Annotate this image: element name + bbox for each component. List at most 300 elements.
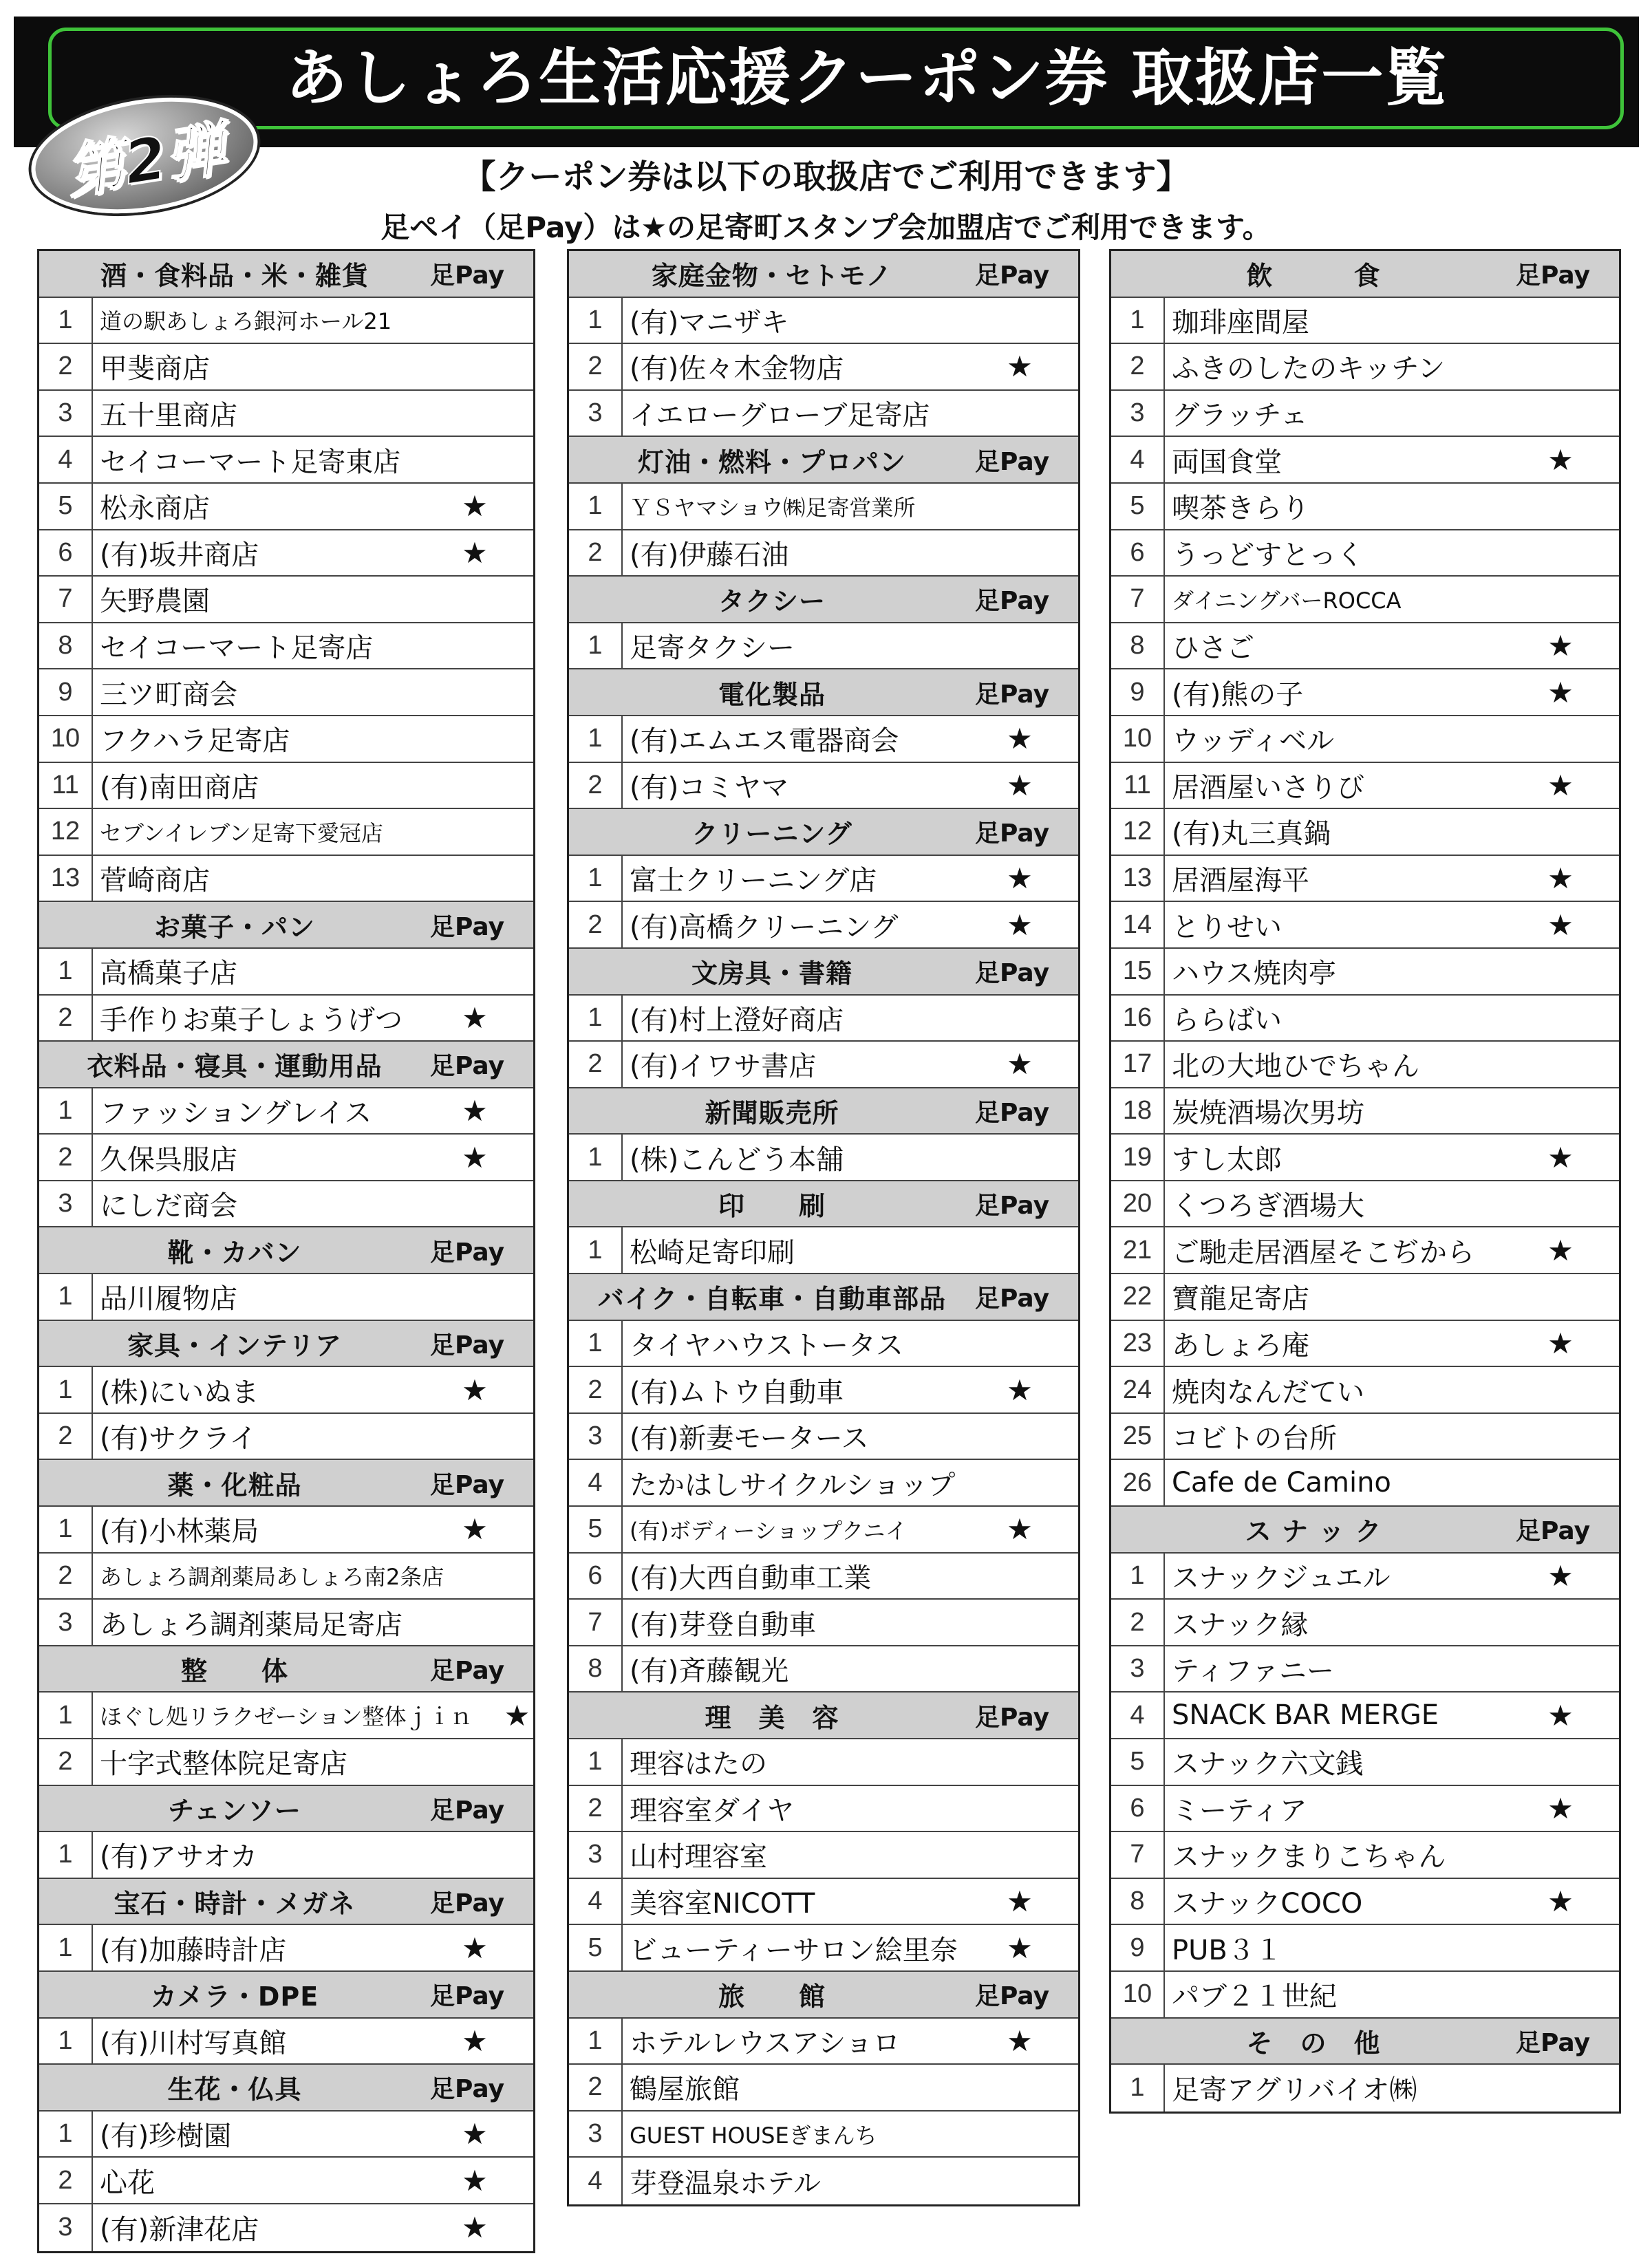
shop-name: (有)伊藤石油 bbox=[630, 539, 789, 571]
shop-name: 五十里商店 bbox=[100, 400, 237, 432]
shop-number: 1 bbox=[39, 1693, 93, 1738]
shop-name: セイコーマート足寄店 bbox=[100, 632, 374, 665]
shop-row bbox=[39, 949, 533, 996]
shop-row bbox=[1111, 1739, 1619, 1786]
pay-column-label: 足Pay bbox=[430, 1889, 505, 1918]
shop-row bbox=[569, 1227, 1078, 1274]
shop-row bbox=[1111, 716, 1619, 763]
category-name: 整 体 bbox=[180, 1656, 288, 1687]
shop-row bbox=[1111, 1925, 1619, 1972]
shop-row bbox=[1111, 902, 1619, 949]
shop-row bbox=[569, 1832, 1078, 1879]
shop-row bbox=[39, 1507, 533, 1554]
shop-number: 6 bbox=[569, 1554, 623, 1599]
shop-name: フクハラ足寄店 bbox=[100, 725, 290, 758]
star-icon: ★ bbox=[462, 1140, 488, 1174]
shop-row bbox=[39, 2112, 533, 2158]
shop-row bbox=[1111, 1414, 1619, 1461]
shop-number: 1 bbox=[569, 1135, 623, 1180]
shop-number: 1 bbox=[39, 2019, 93, 2064]
star-icon: ★ bbox=[462, 2163, 488, 2198]
star-icon: ★ bbox=[462, 1373, 488, 1407]
shop-name: ららばい bbox=[1172, 1004, 1282, 1036]
shop-number: 1 bbox=[39, 949, 93, 994]
shop-number: 3 bbox=[39, 2204, 93, 2251]
shop-row bbox=[39, 809, 533, 856]
shop-name: ファッショングレイス bbox=[100, 1097, 372, 1129]
shop-number: 9 bbox=[39, 669, 93, 715]
shop-number: 2 bbox=[39, 1739, 93, 1785]
star-icon: ★ bbox=[462, 489, 488, 524]
star-icon: ★ bbox=[462, 1512, 488, 1547]
shop-name: ウッディベル bbox=[1172, 725, 1334, 758]
shop-row bbox=[569, 530, 1078, 577]
shop-number: 5 bbox=[569, 1925, 623, 1970]
shop-name: くつろぎ酒場大 bbox=[1172, 1190, 1364, 1223]
star-icon: ★ bbox=[504, 1698, 530, 1732]
shop-name: ＹＳヤマショウ㈱足寄営業所 bbox=[630, 494, 916, 521]
shop-number: 3 bbox=[569, 1414, 623, 1459]
shop-row bbox=[569, 1925, 1078, 1972]
star-icon: ★ bbox=[1547, 1884, 1574, 1919]
shop-number: 5 bbox=[39, 484, 93, 529]
shop-name: セブンイレブン足寄下愛冠店 bbox=[100, 819, 383, 846]
category-header bbox=[569, 577, 1078, 623]
shop-row bbox=[569, 2019, 1078, 2065]
shop-row bbox=[569, 902, 1078, 949]
shop-name: (有)コミヤマ bbox=[630, 771, 789, 804]
shop-name: (有)エムエス電器商会 bbox=[630, 725, 899, 758]
shop-row bbox=[569, 1507, 1078, 1554]
shop-name: 手作りお菓子しょうげつ bbox=[100, 1004, 403, 1036]
shop-name: (有)丸三真鍋 bbox=[1172, 818, 1331, 850]
shop-name: すし太郎 bbox=[1172, 1143, 1282, 1176]
shop-name: 十字式整体院足寄店 bbox=[100, 1748, 347, 1781]
shop-number: 4 bbox=[39, 437, 93, 482]
star-icon: ★ bbox=[462, 1000, 488, 1035]
shop-row bbox=[39, 763, 533, 810]
star-icon: ★ bbox=[1547, 629, 1574, 663]
shop-row bbox=[39, 2204, 533, 2251]
shop-row bbox=[39, 856, 533, 903]
shop-name: (有)ボディーショップクニイ bbox=[630, 1517, 908, 1544]
category-header bbox=[569, 669, 1078, 716]
shop-name: 高橋菓子店 bbox=[100, 958, 237, 990]
shop-row bbox=[569, 716, 1078, 763]
shop-number: 2 bbox=[569, 344, 623, 389]
category-name: 酒・食料品・米・雑貨 bbox=[100, 261, 369, 292]
shop-row bbox=[1111, 809, 1619, 856]
shop-row bbox=[39, 996, 533, 1042]
shop-name: 足寄アグリバイオ㈱ bbox=[1172, 2074, 1417, 2107]
category-header bbox=[1111, 251, 1619, 298]
shop-name: ハウス焼肉亭 bbox=[1172, 958, 1336, 990]
shop-name: (株)こんどう本舗 bbox=[630, 1143, 844, 1176]
shop-row bbox=[1111, 763, 1619, 810]
shop-row bbox=[1111, 949, 1619, 996]
shop-list-column-1 bbox=[37, 249, 535, 2253]
shop-name: (有)イワサ書店 bbox=[630, 1051, 817, 1083]
shop-row bbox=[1111, 577, 1619, 623]
category-header bbox=[1111, 1507, 1619, 1554]
star-icon: ★ bbox=[462, 1093, 488, 1128]
pay-column-label: 足Pay bbox=[430, 2075, 505, 2104]
shop-row bbox=[569, 2158, 1078, 2204]
shop-number: 1 bbox=[39, 1832, 93, 1878]
shop-row bbox=[1111, 1367, 1619, 1414]
pay-column-label: 足Pay bbox=[975, 959, 1050, 988]
shop-name: (有)斉藤観光 bbox=[630, 1655, 789, 1688]
shop-name: SNACK BAR MERGE bbox=[1172, 1699, 1439, 1732]
category-header bbox=[39, 1972, 533, 2019]
shop-name: あしょろ調剤薬局あしょろ南2条店 bbox=[100, 1564, 444, 1591]
shop-name: タイヤハウストータス bbox=[630, 1329, 903, 1362]
shop-name: 美容室NICOTT bbox=[630, 1888, 815, 1920]
star-icon: ★ bbox=[1547, 1558, 1574, 1593]
pay-column-label: 足Pay bbox=[975, 1192, 1050, 1221]
shop-row bbox=[569, 391, 1078, 438]
shop-name: (有)小林薬局 bbox=[100, 1516, 259, 1548]
shop-name: ダイニングバーROCCA bbox=[1172, 587, 1402, 614]
shop-row bbox=[569, 1554, 1078, 1600]
star-icon: ★ bbox=[1007, 907, 1033, 942]
shop-number: 26 bbox=[1111, 1460, 1165, 1505]
shop-name: にしだ商会 bbox=[100, 1190, 237, 1223]
shop-name: ひさご bbox=[1172, 632, 1254, 665]
star-icon: ★ bbox=[1547, 1791, 1574, 1825]
shop-row bbox=[39, 1274, 533, 1321]
shop-number: 1 bbox=[39, 1274, 93, 1320]
pay-column-label: 足Pay bbox=[975, 1982, 1050, 2011]
shop-number: 13 bbox=[39, 856, 93, 901]
category-header bbox=[569, 251, 1078, 298]
shop-number: 3 bbox=[39, 1600, 93, 1645]
star-icon: ★ bbox=[1547, 907, 1574, 942]
shop-row bbox=[569, 1879, 1078, 1926]
shop-row bbox=[39, 2158, 533, 2204]
pay-column-label: 足Pay bbox=[975, 1098, 1050, 1127]
shop-name: 矢野農園 bbox=[100, 585, 210, 618]
shop-name: 理容室ダイヤ bbox=[630, 1794, 795, 1827]
shop-number: 3 bbox=[569, 391, 623, 436]
pay-column-label: 足Pay bbox=[430, 1331, 505, 1360]
shop-row bbox=[39, 391, 533, 438]
shop-number: 10 bbox=[1111, 1972, 1165, 2017]
category-name: 電化製品 bbox=[718, 679, 826, 710]
shop-number: 3 bbox=[1111, 391, 1165, 436]
category-name: 飲 食 bbox=[1246, 261, 1381, 292]
shop-name: 北の大地ひでちゃん bbox=[1172, 1051, 1419, 1083]
shop-row bbox=[39, 1600, 533, 1646]
category-name: 薬・化粧品 bbox=[167, 1470, 302, 1501]
pay-column-label: 足Pay bbox=[975, 1285, 1050, 1313]
shop-row bbox=[569, 1786, 1078, 1833]
shop-number: 1 bbox=[569, 716, 623, 762]
shop-row bbox=[1111, 1088, 1619, 1135]
shop-number: 8 bbox=[1111, 623, 1165, 669]
shop-name: ホテルレウスアショロ bbox=[630, 2027, 901, 2059]
shop-row bbox=[1111, 298, 1619, 345]
shop-name: (有)新妻モータース bbox=[630, 1423, 869, 1455]
shop-number: 2 bbox=[569, 2065, 623, 2110]
shop-number: 24 bbox=[1111, 1367, 1165, 1412]
shop-number: 2 bbox=[569, 763, 623, 808]
shop-name: 両国食堂 bbox=[1172, 446, 1282, 478]
shop-row bbox=[1111, 1042, 1619, 1088]
shop-number: 3 bbox=[569, 2112, 623, 2157]
star-icon: ★ bbox=[462, 2117, 488, 2151]
shop-number: 1 bbox=[569, 1227, 623, 1273]
shop-number: 23 bbox=[1111, 1321, 1165, 1366]
shop-name: PUB３１ bbox=[1172, 1934, 1283, 1966]
category-header bbox=[39, 1646, 533, 1693]
shop-number: 8 bbox=[39, 623, 93, 669]
shop-name: 炭焼酒場次男坊 bbox=[1172, 1097, 1364, 1129]
shop-row bbox=[1111, 344, 1619, 391]
shop-row bbox=[569, 996, 1078, 1042]
shop-name: たかはしサイクルショップ bbox=[630, 1469, 956, 1501]
shop-row bbox=[39, 1181, 533, 1228]
shop-name: (有)ムトウ自動車 bbox=[630, 1376, 844, 1408]
shop-number: 1 bbox=[1111, 2065, 1165, 2112]
shop-number: 1 bbox=[39, 2112, 93, 2157]
shop-number: 7 bbox=[1111, 577, 1165, 622]
category-name: そ の 他 bbox=[1246, 2028, 1381, 2059]
shop-number: 4 bbox=[569, 1460, 623, 1505]
shop-number: 1 bbox=[39, 1088, 93, 1134]
category-name: お菓子・パン bbox=[153, 912, 315, 943]
shop-row bbox=[569, 1739, 1078, 1786]
shop-name: (有)村上澄好商店 bbox=[630, 1004, 844, 1036]
shop-name: 品川履物店 bbox=[100, 1283, 237, 1315]
pay-column-label: 足Pay bbox=[975, 819, 1050, 848]
shop-list-column-3 bbox=[1109, 249, 1621, 2114]
shop-name: スナック六文銭 bbox=[1172, 1748, 1364, 1781]
shop-row bbox=[569, 1460, 1078, 1507]
shop-row bbox=[39, 344, 533, 391]
shop-number: 15 bbox=[1111, 949, 1165, 994]
shop-row bbox=[1111, 856, 1619, 903]
shop-name: 松崎足寄印刷 bbox=[630, 1236, 795, 1269]
star-icon: ★ bbox=[1547, 675, 1574, 709]
shop-number: 5 bbox=[1111, 1739, 1165, 1785]
category-name: 家庭金物・セトモノ bbox=[651, 261, 893, 292]
shop-number: 25 bbox=[1111, 1414, 1165, 1459]
shop-number: 1 bbox=[569, 856, 623, 901]
shop-number: 2 bbox=[569, 1786, 623, 1831]
shop-row bbox=[1111, 1181, 1619, 1228]
category-name: 文房具・書籍 bbox=[691, 958, 852, 989]
shop-row bbox=[39, 577, 533, 623]
shop-number: 4 bbox=[569, 2158, 623, 2204]
star-icon: ★ bbox=[462, 2211, 488, 2245]
shop-number: 2 bbox=[39, 1554, 93, 1599]
shop-number: 4 bbox=[1111, 437, 1165, 482]
shop-name: (有)芽登自動車 bbox=[630, 1609, 817, 1641]
shop-number: 8 bbox=[1111, 1879, 1165, 1924]
star-icon: ★ bbox=[1547, 768, 1574, 802]
category-header bbox=[569, 949, 1078, 996]
page-title: あしょろ生活応援クーポン券 取扱店一覧 bbox=[286, 42, 1448, 114]
shop-number: 2 bbox=[39, 1135, 93, 1180]
category-name: チェンソー bbox=[168, 1795, 301, 1826]
shop-name: コビトの台所 bbox=[1172, 1423, 1337, 1455]
shop-name: セイコーマート足寄東店 bbox=[100, 446, 401, 478]
shop-number: 18 bbox=[1111, 1088, 1165, 1134]
star-icon: ★ bbox=[462, 2023, 488, 2058]
star-icon: ★ bbox=[1007, 2023, 1033, 2058]
shop-number: 7 bbox=[569, 1600, 623, 1645]
shop-row bbox=[1111, 1646, 1619, 1693]
shop-number: 13 bbox=[1111, 856, 1165, 901]
shop-number: 6 bbox=[1111, 1786, 1165, 1831]
shop-row bbox=[1111, 1832, 1619, 1879]
shop-number: 4 bbox=[1111, 1693, 1165, 1738]
shop-name: 理容はたの bbox=[630, 1748, 767, 1781]
pay-note: 足ペイ（足Pay）は★の足寄町スタンプ会加盟店でご利用できます。 bbox=[380, 211, 1272, 244]
category-name: タクシー bbox=[718, 586, 826, 617]
shop-row bbox=[1111, 530, 1619, 577]
pay-column-label: 足Pay bbox=[1516, 1517, 1591, 1546]
pay-column-label: 足Pay bbox=[430, 1982, 505, 2011]
shop-name: 居酒屋いさりび bbox=[1172, 771, 1364, 804]
shop-number: 12 bbox=[39, 809, 93, 855]
pay-column-label: 足Pay bbox=[430, 1052, 505, 1081]
shop-name: 心花 bbox=[100, 2167, 155, 2199]
shop-name: あしょろ調剤薬局足寄店 bbox=[100, 1609, 403, 1641]
pay-column-label: 足Pay bbox=[430, 261, 505, 290]
shop-row bbox=[1111, 391, 1619, 438]
shop-row bbox=[1111, 623, 1619, 670]
star-icon: ★ bbox=[1007, 1047, 1033, 1082]
shop-name: (株)にいぬま bbox=[100, 1376, 259, 1408]
shop-name: とりせい bbox=[1172, 911, 1282, 943]
shop-row bbox=[1111, 1972, 1619, 2019]
star-icon: ★ bbox=[462, 1931, 488, 1965]
star-icon: ★ bbox=[1007, 861, 1033, 896]
shop-name: スナックジュエル bbox=[1172, 1562, 1391, 1594]
shop-number: 2 bbox=[1111, 1600, 1165, 1645]
shop-row bbox=[1111, 1135, 1619, 1181]
shop-row bbox=[39, 1088, 533, 1135]
category-name: 旅 館 bbox=[718, 1981, 826, 2012]
shop-name: (有)大西自動車工業 bbox=[630, 1562, 872, 1594]
shop-name: (有)新津花店 bbox=[100, 2214, 259, 2246]
shop-number: 22 bbox=[1111, 1274, 1165, 1320]
shop-row bbox=[569, 1042, 1078, 1088]
shop-name: (有)佐々木金物店 bbox=[630, 353, 844, 385]
shop-number: 2 bbox=[39, 2158, 93, 2203]
pay-column-label: 足Pay bbox=[1516, 261, 1591, 290]
shop-row bbox=[1111, 2065, 1619, 2112]
shop-row bbox=[1111, 1460, 1619, 1507]
shop-name: スナックCOCO bbox=[1172, 1888, 1363, 1920]
shop-row bbox=[39, 1414, 533, 1461]
shop-row bbox=[1111, 996, 1619, 1042]
shop-row bbox=[569, 1600, 1078, 1646]
shop-name: グラッチェ bbox=[1172, 400, 1308, 432]
category-header bbox=[569, 1181, 1078, 1228]
shop-name: (有)南田商店 bbox=[100, 771, 259, 804]
category-name: ス ナ ッ ク bbox=[1245, 1516, 1382, 1547]
star-icon: ★ bbox=[1547, 1140, 1574, 1174]
shop-name: (有)熊の子 bbox=[1172, 678, 1304, 711]
star-icon: ★ bbox=[1007, 768, 1033, 802]
category-name: 新聞販売所 bbox=[705, 1097, 839, 1128]
shop-number: 21 bbox=[1111, 1227, 1165, 1273]
shop-row bbox=[1111, 484, 1619, 530]
pay-column-label: 足Pay bbox=[1516, 2028, 1591, 2057]
shop-name: ミーティア bbox=[1172, 1794, 1307, 1827]
category-name: 理 美 容 bbox=[705, 1702, 839, 1733]
shop-row bbox=[569, 1135, 1078, 1181]
shop-number: 12 bbox=[1111, 809, 1165, 855]
shop-name: GUEST HOUSEぎまんち bbox=[630, 2122, 877, 2149]
shop-number: 11 bbox=[39, 763, 93, 808]
pay-column-label: 足Pay bbox=[975, 680, 1050, 709]
shop-number: 1 bbox=[569, 2019, 623, 2064]
shop-row bbox=[39, 484, 533, 530]
pay-column-label: 足Pay bbox=[430, 1238, 505, 1267]
shop-row bbox=[569, 344, 1078, 391]
category-name: 灯油・燃料・プロパン bbox=[637, 447, 906, 477]
pay-column-label: 足Pay bbox=[975, 261, 1050, 290]
shop-number: 20 bbox=[1111, 1181, 1165, 1227]
shop-number: 6 bbox=[39, 530, 93, 576]
shop-number: 1 bbox=[569, 298, 623, 343]
shop-number: 1 bbox=[569, 484, 623, 529]
shop-number: 1 bbox=[39, 1925, 93, 1970]
shop-name: ご馳走居酒屋そこぢから bbox=[1172, 1236, 1474, 1269]
shop-row bbox=[39, 530, 533, 577]
shop-row bbox=[39, 298, 533, 345]
shop-name: (有)川村写真館 bbox=[100, 2027, 287, 2059]
star-icon: ★ bbox=[1007, 1373, 1033, 1407]
shop-name: (有)坂井商店 bbox=[100, 539, 259, 571]
shop-row bbox=[1111, 1554, 1619, 1600]
category-name: 印 刷 bbox=[718, 1191, 826, 1222]
shop-row bbox=[39, 2019, 533, 2065]
shop-name: ほぐし処リラクゼーション整体ｊｉｎ bbox=[100, 1704, 473, 1730]
pay-column-label: 足Pay bbox=[430, 1796, 505, 1825]
shop-number: 1 bbox=[1111, 1554, 1165, 1599]
category-name: クリーニング bbox=[691, 819, 852, 850]
category-header bbox=[39, 1321, 533, 1368]
pay-column-label: 足Pay bbox=[430, 1470, 505, 1499]
shop-number: 10 bbox=[1111, 716, 1165, 762]
shop-row bbox=[39, 1367, 533, 1414]
shop-row bbox=[39, 437, 533, 484]
shop-row bbox=[1111, 1321, 1619, 1368]
category-header bbox=[569, 437, 1078, 484]
shop-row bbox=[569, 484, 1078, 530]
star-icon: ★ bbox=[1547, 442, 1574, 477]
shop-row bbox=[569, 2065, 1078, 2112]
shop-number: 1 bbox=[39, 298, 93, 343]
shop-number: 2 bbox=[569, 1367, 623, 1412]
shop-number: 9 bbox=[1111, 1925, 1165, 1970]
shop-number: 7 bbox=[1111, 1832, 1165, 1878]
shop-number: 19 bbox=[1111, 1135, 1165, 1180]
pay-column-label: 足Pay bbox=[975, 1703, 1050, 1732]
shop-number: 6 bbox=[1111, 530, 1165, 576]
shop-number: 1 bbox=[569, 1739, 623, 1785]
shop-number: 3 bbox=[1111, 1646, 1165, 1692]
shop-number: 1 bbox=[569, 1321, 623, 1366]
shop-name: 菅崎商店 bbox=[100, 865, 210, 897]
shop-row bbox=[569, 1646, 1078, 1693]
pay-column-label: 足Pay bbox=[430, 912, 505, 941]
